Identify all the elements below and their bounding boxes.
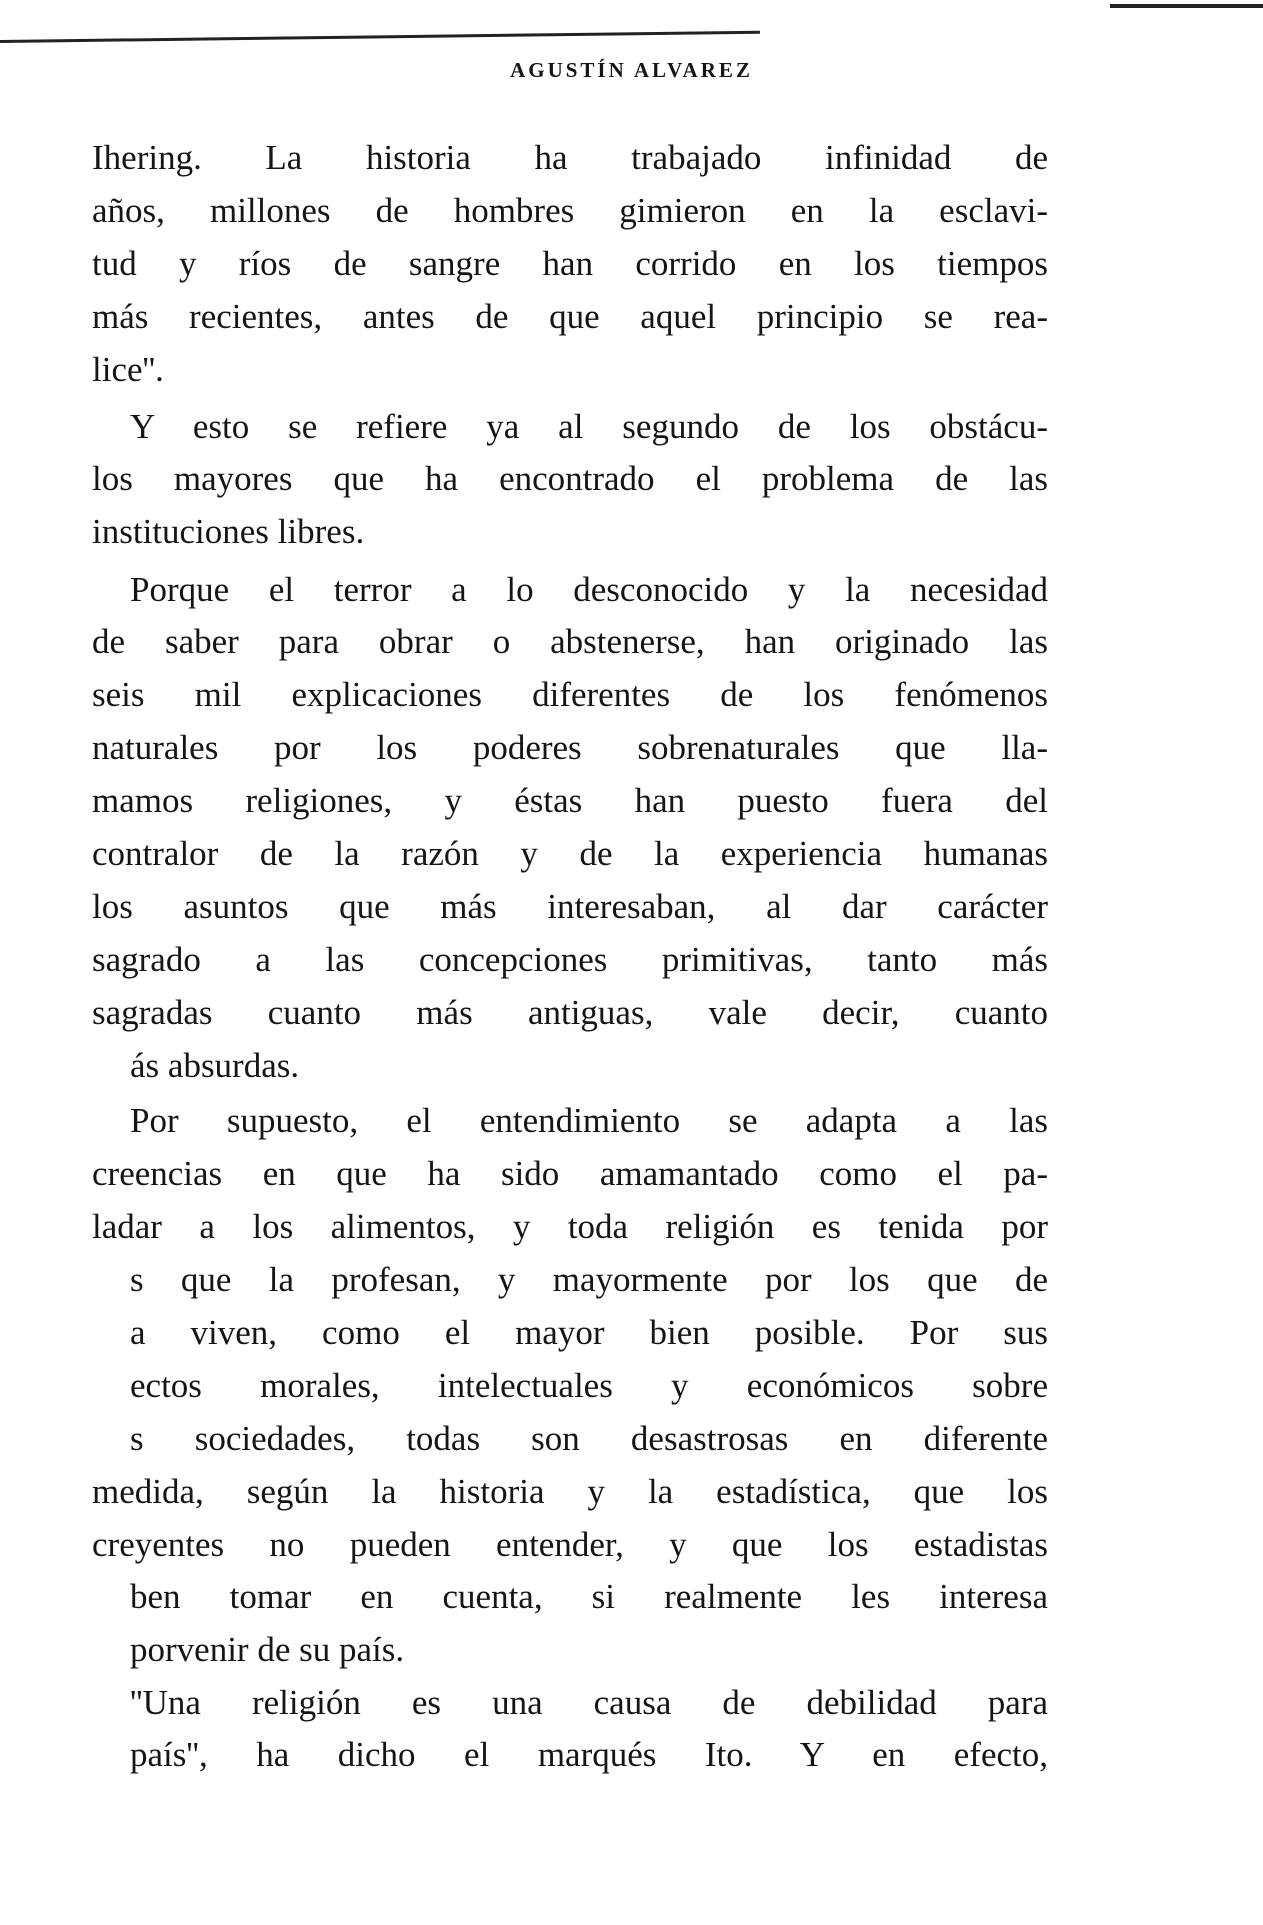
text-line: tud y ríos de sangre han corrido en los tiempos xyxy=(92,244,1048,284)
text-line: años, millones de hombres gimieron en la esclavi- xyxy=(92,191,1048,231)
text-line: ectos morales, intelectuales y económicos sobre xyxy=(130,1366,1048,1406)
text-line: ben tomar en cuenta, si realmente les interesa xyxy=(130,1577,1048,1617)
text-line: sagradas cuanto más antiguas, vale decir, cuanto xyxy=(92,992,1048,1032)
text-line: de saber para obrar o abstenerse, han originado las xyxy=(92,621,1048,661)
text-line: ladar a los alimentos, y toda religión es tenida por xyxy=(92,1207,1048,1247)
text-line: mamos religiones, y éstas han puesto fuera del xyxy=(92,780,1048,820)
text-line: seis mil explicaciones diferentes de los fenómenos xyxy=(92,674,1048,714)
text-line: Porque el terror a lo desconocido y la necesidad xyxy=(130,569,1048,609)
text-line: sagrado a las concepciones primitivas, tanto más xyxy=(92,939,1048,979)
text-line: creencias en que ha sido amamantado como el pa- xyxy=(92,1154,1048,1194)
text-line: Ihering. La historia ha trabajado infinidad de xyxy=(92,138,1048,178)
text-line: Y esto se refiere ya al segundo de los obstácu- xyxy=(130,407,1048,447)
text-line: más recientes, antes de que aquel principio se rea- xyxy=(92,297,1048,337)
text-line: porvenir de su país. xyxy=(130,1630,405,1670)
running-header: AGUSTÍN ALVAREZ xyxy=(510,58,753,82)
text-line: s que la profesan, y mayormente por los que de xyxy=(130,1260,1048,1300)
text-line: a viven, como el mayor bien posible. Por sus xyxy=(130,1313,1048,1353)
text-line: ás absurdas. xyxy=(130,1045,300,1085)
text-line: instituciones libres. xyxy=(92,511,365,551)
text-line: los asuntos que más interesaban, al dar carácter xyxy=(92,886,1048,926)
text-line: Por supuesto, el entendimiento se adapta a las xyxy=(130,1101,1048,1141)
text-line: s sociedades, todas son desastrosas en diferente xyxy=(130,1419,1048,1459)
text-line: contralor de la razón y de la experiencia humanas xyxy=(92,833,1048,873)
text-line: los mayores que ha encontrado el problema de las xyxy=(92,458,1048,498)
corner-rule xyxy=(1110,4,1263,8)
text-line: medida, según la historia y la estadística, que los xyxy=(92,1472,1048,1512)
top-rule xyxy=(0,31,760,43)
text-line: lice''. xyxy=(92,350,164,390)
text-line: naturales por los poderes sobrenaturales que lla- xyxy=(92,727,1048,767)
text-line: creyentes no pueden entender, y que los estadistas xyxy=(92,1525,1048,1565)
text-line: ''Una religión es una causa de debilidad para xyxy=(130,1683,1048,1723)
text-line: país'', ha dicho el marqués Ito. Y en efecto, xyxy=(130,1735,1048,1775)
